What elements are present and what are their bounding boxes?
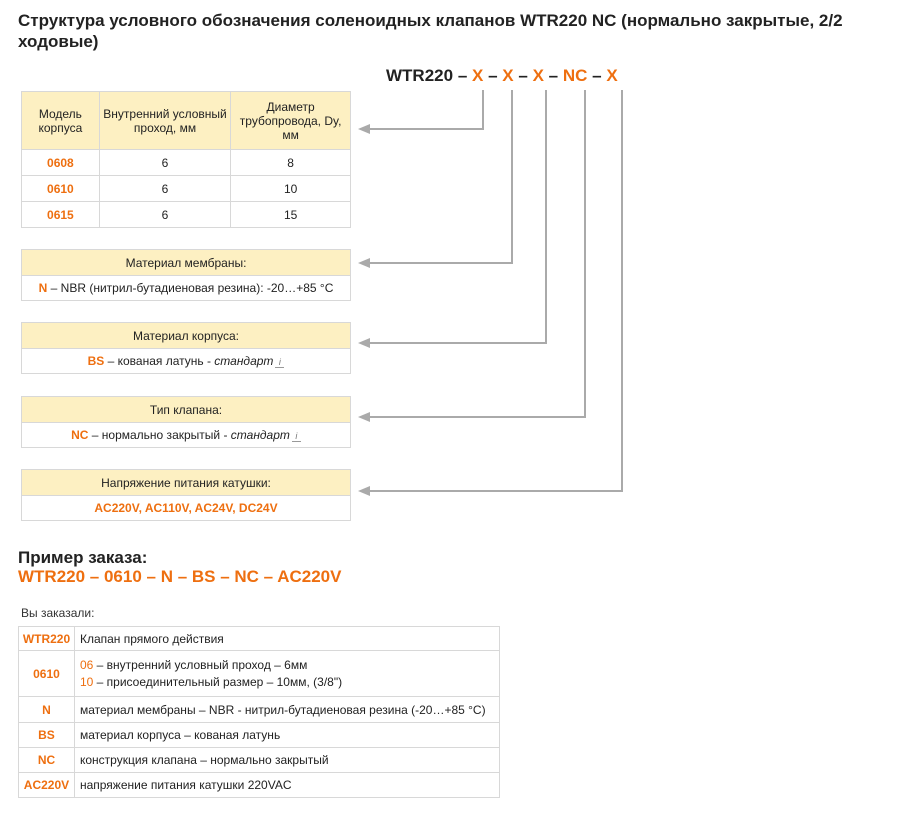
order-desc: материал корпуса – кованая латунь — [74, 723, 499, 748]
table-cell: 15 — [231, 202, 351, 228]
column-header: Диаметр трубопровода, Dy, мм — [231, 92, 351, 150]
voltage-options: AC220V, AC110V, AC24V, DC24V — [22, 496, 351, 521]
option-text: – нормально закрытый - — [91, 428, 231, 442]
arrowhead-icon — [358, 258, 370, 268]
option-key: N — [38, 281, 48, 295]
table-row — [19, 773, 500, 798]
arrowhead-icon — [358, 338, 370, 348]
option-row — [22, 423, 351, 448]
order-key: BS — [19, 723, 75, 748]
connector-line-5 — [368, 90, 622, 491]
valve-type-table — [21, 396, 351, 448]
info-icon[interactable]: i — [292, 432, 301, 442]
model-code: 0610 — [22, 176, 100, 202]
table-cell: 6 — [99, 176, 231, 202]
code-part-3: X — [532, 66, 544, 85]
order-key: AC220V — [19, 773, 75, 798]
order-subkey: 06 — [79, 657, 94, 672]
option-key: BS — [87, 354, 105, 368]
table-row — [19, 627, 500, 651]
code-part-1: X — [472, 66, 484, 85]
example-code: WTR220 – 0610 – N – BS – NC – AC220V — [18, 567, 342, 586]
order-key: NC — [19, 748, 75, 773]
column-header: Модель корпуса — [22, 92, 100, 150]
connector-line-4 — [368, 90, 585, 417]
arrowhead-icon — [358, 124, 370, 134]
code-sep: – — [592, 66, 602, 85]
order-subtext: – внутренний условный проход – 6мм — [93, 657, 308, 672]
ordered-label: Вы заказали: — [21, 606, 95, 620]
order-key: 0610 — [19, 651, 75, 697]
option-note: стандарт — [214, 354, 274, 368]
connector-line-3 — [368, 90, 546, 343]
connector-line-2 — [368, 90, 512, 263]
section-header: Материал мембраны: — [22, 250, 351, 276]
table-cell: 6 — [99, 150, 231, 176]
body-material-table — [21, 322, 351, 374]
table-cell: 8 — [231, 150, 351, 176]
section-header: Тип клапана: — [22, 397, 351, 423]
table-row — [19, 697, 500, 723]
arrowhead-icon — [358, 486, 370, 496]
order-desc: конструкция клапана – нормально закрытый — [74, 748, 499, 773]
order-subkey: 10 — [79, 674, 94, 689]
option-row — [22, 276, 351, 301]
code-part-4: NC — [562, 66, 588, 85]
option-note: стандарт — [230, 428, 290, 442]
info-icon[interactable]: i — [275, 358, 284, 368]
body-model-table — [21, 91, 351, 228]
section-header: Напряжение питания катушки: — [22, 470, 351, 496]
membrane-table — [21, 249, 351, 301]
table-cell: 10 — [231, 176, 351, 202]
order-key: WTR220 — [19, 627, 75, 651]
order-desc: напряжение питания катушки 220VAC — [74, 773, 499, 798]
table-row — [19, 748, 500, 773]
option-row — [22, 349, 351, 374]
code-sep: – — [488, 66, 498, 85]
table-row — [19, 651, 500, 697]
order-desc: материал мембраны – NBR - нитрил-бутадиеновая резина (-20…+85 °С) — [74, 697, 499, 723]
code-prefix: WTR220 — [386, 66, 454, 85]
option-text: – NBR (нитрил-бутадиеновая резина): -20…+85 °С — [50, 281, 334, 295]
option-text: – кованая латунь - — [107, 354, 215, 368]
model-code: 0615 — [22, 202, 100, 228]
arrowhead-icon — [358, 412, 370, 422]
page-title: Структура условного обозначения соленоидных клапанов WTR220 NC (нормально закрытые, 2/2 ходовые) — [18, 11, 843, 51]
table-row — [22, 150, 351, 176]
order-key: N — [19, 697, 75, 723]
code-sep: – — [457, 66, 468, 85]
table-row — [22, 202, 351, 228]
connector-line-1 — [368, 90, 483, 129]
code-sep: – — [548, 66, 559, 85]
section-header: Материал корпуса: — [22, 323, 351, 349]
order-desc — [74, 651, 499, 697]
column-header: Внутренний условный проход, мм — [99, 92, 231, 150]
table-row — [19, 723, 500, 748]
code-sep: – — [518, 66, 528, 85]
code-part-5: X — [606, 66, 618, 85]
order-desc: Клапан прямого действия — [74, 627, 499, 651]
table-row — [22, 176, 351, 202]
example-heading: Пример заказа: — [18, 548, 148, 567]
model-code: 0608 — [22, 150, 100, 176]
voltage-table — [21, 469, 351, 521]
option-key: NC — [71, 428, 89, 442]
order-subtext: – присоединительный размер – 10мм, (3/8") — [93, 674, 343, 689]
order-summary-table — [18, 626, 500, 798]
table-cell: 6 — [99, 202, 231, 228]
code-part-2: X — [502, 66, 514, 85]
